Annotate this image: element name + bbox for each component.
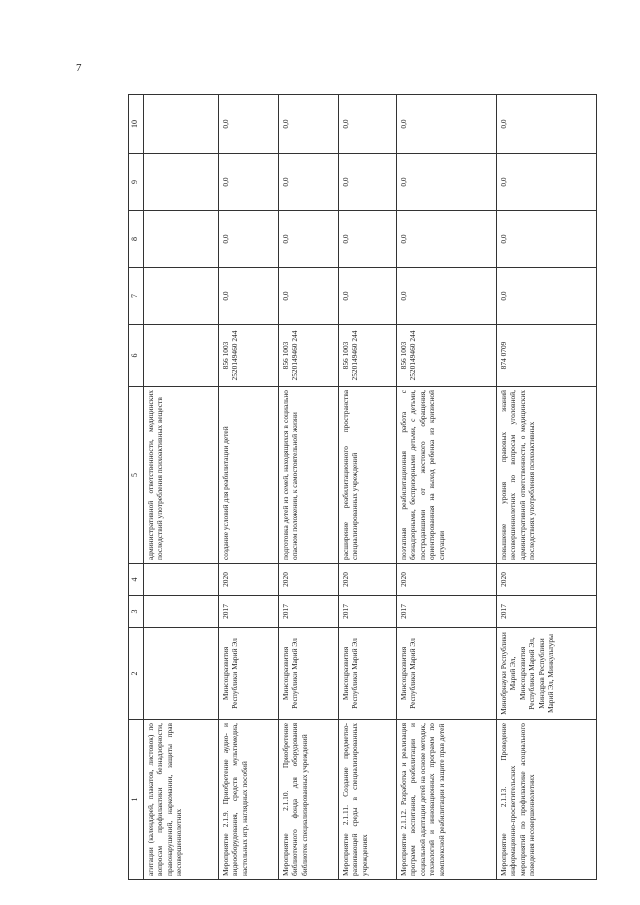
- page-number: 7: [76, 62, 82, 74]
- value-col8: 0,0: [279, 211, 339, 268]
- col-header-8: 8: [129, 211, 144, 268]
- start-year: 2017: [497, 596, 597, 628]
- budget-code: 856 1003 2520149460 244: [279, 325, 339, 387]
- table-row: [397, 95, 497, 880]
- continuation-text-col5: административной ответственности, медицинских последствий употребления психоактивных веществ: [144, 387, 219, 564]
- measure-name: Мероприятие 2.1.13. Проведение информационно-просветительских мероприятий по профилактике асоциального поведения несовершеннолетних: [497, 720, 597, 880]
- expected-result: подготовка детей из семей, находящихся в социально опасном положении, к самостоятельной жизни: [279, 387, 339, 564]
- col-header-4: 4: [129, 564, 144, 596]
- table-row: [339, 95, 397, 880]
- col-header-2: 2: [129, 628, 144, 720]
- measure-name: Мероприятие 2.1.9. Приобретение аудио- и видеооборудования, средств мультимедиа, настольных игр, наглядных пособий: [219, 720, 279, 880]
- value-col9: 0,0: [219, 154, 279, 211]
- value-col10: 0,0: [397, 95, 497, 154]
- budget-code: 874 0709: [497, 325, 597, 387]
- table-row: [219, 95, 279, 880]
- end-year: 2020: [279, 564, 339, 596]
- table-row: [279, 95, 339, 880]
- value-col7: 0,0: [497, 268, 597, 325]
- value-col10: 0,0: [339, 95, 397, 154]
- measure-name: Мероприятие 2.1.11. Создание предметно-развивающей среды в специализированных учреждениях: [339, 720, 397, 880]
- col-header-1: 1: [129, 720, 144, 880]
- measure-name: Мероприятие 2.1.10. Приобретение библиотечного фонда для оборудования библиотек специализированных учреждений: [279, 720, 339, 880]
- value-col8: 0,0: [339, 211, 397, 268]
- end-year: 2020: [397, 564, 497, 596]
- value-col8: 0,0: [397, 211, 497, 268]
- expected-result: создание условий для реабилитации детей: [219, 387, 279, 564]
- value-col9: 0,0: [397, 154, 497, 211]
- value-col8: 0,0: [497, 211, 597, 268]
- end-year: 2020: [219, 564, 279, 596]
- col-header-3: 3: [129, 596, 144, 628]
- table-row: [497, 95, 597, 880]
- end-year: 2020: [339, 564, 397, 596]
- value-col9: 0,0: [339, 154, 397, 211]
- start-year: 2017: [339, 596, 397, 628]
- start-year: 2017: [219, 596, 279, 628]
- start-year: 2017: [397, 596, 497, 628]
- value-col7: 0,0: [219, 268, 279, 325]
- start-year: 2017: [279, 596, 339, 628]
- expected-result: повышение уровня правовых знаний несовершеннолетних по вопросам уголовной, административной ответственности, о медицинских последствиях употребления психоактивных: [497, 387, 597, 564]
- executor: Минсоцразвития Республики Марий Эл: [339, 628, 397, 720]
- value-col7: 0,0: [397, 268, 497, 325]
- value-col9: 0,0: [279, 154, 339, 211]
- value-col10: 0,0: [219, 95, 279, 154]
- header-row: [129, 95, 144, 880]
- col-header-6: 6: [129, 325, 144, 387]
- col-header-10: 10: [129, 95, 144, 154]
- rotated-table-wrapper: [128, 95, 640, 880]
- col-header-5: 5: [129, 387, 144, 564]
- value-col10: 0,0: [279, 95, 339, 154]
- value-col7: 0,0: [279, 268, 339, 325]
- budget-code: 856 1003 2520149460 244: [339, 325, 397, 387]
- expected-result: поэтапная реабилитационная работа с безнадзорными, беспризорными детьми, с детьми, пострадавшими от жестокого обращения, ориентированная на выход ребенка из кризисной ситуации: [397, 387, 497, 564]
- budget-code: 856 1003 2520149460 244: [397, 325, 497, 387]
- continuation-row: [144, 95, 219, 880]
- budget-code: 856 1003 2520149460 244: [219, 325, 279, 387]
- value-col10: 0,0: [497, 95, 597, 154]
- col-header-9: 9: [129, 154, 144, 211]
- value-col9: 0,0: [497, 154, 597, 211]
- end-year: 2020: [497, 564, 597, 596]
- measure-name: Мероприятие 2.1.12. Разработка и реализация программ воспитания, реабилитации и социальной адаптации детей на основе методик, технологий и инновационных программ по комплексной реабилитации и защите прав детей: [397, 720, 497, 880]
- value-col7: 0,0: [339, 268, 397, 325]
- value-col8: 0,0: [219, 211, 279, 268]
- program-table: [128, 94, 597, 880]
- executor: Минобрнауки Республики Марий Эл, Минсоцразвития Республики Марий Эл, Минздрав Республики Марий Эл, Минкультуры: [497, 628, 597, 720]
- col-header-7: 7: [129, 268, 144, 325]
- executor: Минсоцразвития Республики Марий Эл: [397, 628, 497, 720]
- executor: Минсоцразвития Республики Марий Эл: [219, 628, 279, 720]
- continuation-text-col1: агитации (календарей, плакатов, листовок) по вопросам профилактики безнадзорности, правонарушений, наркомании, защиты прав несовершеннолетних: [144, 720, 219, 880]
- executor: Минсоцразвития Республики Марий Эл: [279, 628, 339, 720]
- expected-result: расширение реабилитационного пространства специализированных учреждений: [339, 387, 397, 564]
